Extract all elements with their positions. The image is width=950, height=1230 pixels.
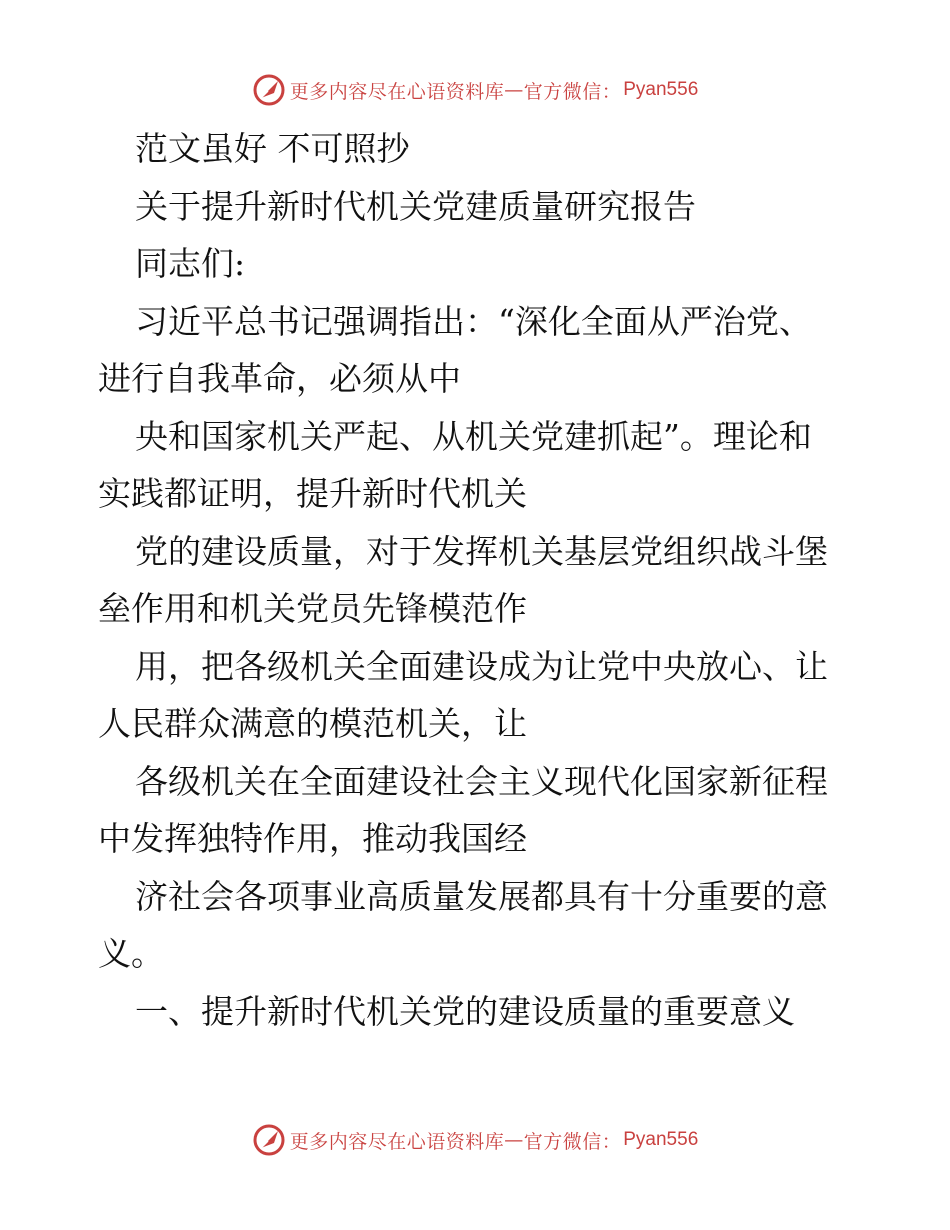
footer-watermark xyxy=(0,1120,950,1160)
paragraph-line: 习近平总书记强调指出：“深化全面从严治党、 xyxy=(135,301,812,341)
disclaimer-line: 范文虽好 不可照抄 xyxy=(135,129,410,168)
watermark-wechat-id: Pyan556 xyxy=(623,1129,699,1150)
watermark-main-text: 更多内容尽在心语资料库 xyxy=(289,80,505,103)
salutation: 同志们: xyxy=(135,244,246,283)
document-body xyxy=(98,120,858,1040)
watermark-wechat-id: Pyan556 xyxy=(623,79,699,100)
quill-logo-icon xyxy=(252,1123,286,1157)
paragraph-line: 垒作用和机关党员先锋模范作 xyxy=(98,589,527,628)
watermark-wechat-label: 官方微信： xyxy=(523,80,622,103)
paragraph-line: 义。 xyxy=(98,934,164,973)
paragraph-line: 实践都证明，提升新时代机关 xyxy=(98,474,527,513)
watermark-separator: — xyxy=(504,1129,524,1151)
paragraph-line: 进行自我革命，必须从中 xyxy=(98,359,461,398)
paragraph-line: 济社会各项事业高质量发展都具有十分重要的意 xyxy=(135,876,828,916)
paragraph-line: 用，把各级机关全面建设成为让党中央放心、让 xyxy=(135,646,828,686)
watermark-main-text: 更多内容尽在心语资料库 xyxy=(289,1130,505,1153)
paragraph-line: 中发挥独特作用，推动我国经 xyxy=(98,819,527,858)
paragraph-line: 党的建设质量，对于发挥机关基层党组织战斗堡 xyxy=(135,531,828,571)
header-watermark xyxy=(0,70,950,110)
paragraph-line: 央和国家机关严起、从机关党建抓起”。理论和 xyxy=(135,416,812,456)
document-title: 关于提升新时代机关党建质量研究报告 xyxy=(135,186,696,226)
quill-logo-icon xyxy=(252,73,286,107)
watermark-separator: — xyxy=(504,79,524,101)
watermark-wechat-label: 官方微信： xyxy=(523,1130,622,1153)
paragraph-line: 人民群众满意的模范机关，让 xyxy=(98,704,527,743)
paragraph-line: 各级机关在全面建设社会主义现代化国家新征程 xyxy=(135,761,828,801)
section-heading: 一、提升新时代机关党的建设质量的重要意义 xyxy=(135,991,795,1031)
